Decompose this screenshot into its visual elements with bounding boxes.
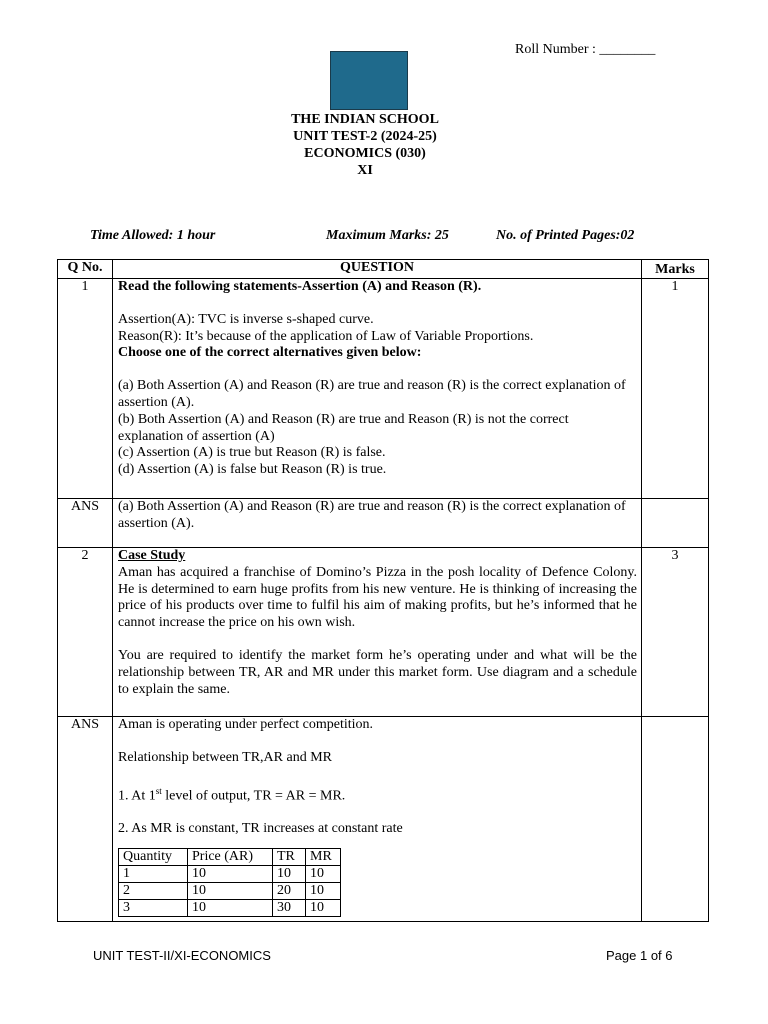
- schedule-header: Price (AR): [188, 848, 273, 865]
- question-title: Read the following statements-Assertion (A) and Reason (R).: [118, 279, 482, 294]
- time-allowed: Time Allowed: 1 hour: [90, 228, 216, 243]
- answer-label: ANS: [58, 717, 113, 922]
- schedule-header: Quantity: [119, 848, 188, 865]
- option-b: (b) Both Assertion (A) and Reason (R) are true and Reason (R) is not the correct explanation of assertion (A): [118, 411, 569, 444]
- option-d: (d) Assertion (A) is false but Reason (R) is true.: [118, 462, 387, 478]
- schedule-row: [119, 865, 341, 882]
- case-study-paragraph-2: You are required to identify the market form he’s operating under and what will be the relationship between TR, AR and MR under this market form. Use diagram and a schedule to explain the same.: [118, 647, 637, 697]
- page-number: Page 1 of 6: [606, 948, 673, 963]
- answer-marks: [642, 717, 709, 922]
- table-header-row: [58, 260, 709, 279]
- schedule-cell: 3: [119, 899, 188, 916]
- answer-line-1: Aman is operating under perfect competition.: [118, 717, 374, 732]
- answer-line-3: 1. At 1st level of output, TR = AR = MR.: [118, 785, 346, 804]
- schedule-header-row: [119, 848, 341, 865]
- col-marks-header: Marks: [642, 260, 709, 279]
- answer-cell: [113, 717, 642, 922]
- printed-pages: No. of Printed Pages:02: [496, 228, 635, 243]
- col-qno-header: Q No.: [58, 260, 113, 279]
- reason-text: Reason(R): It’s because of the application of Law of Variable Proportions.: [118, 328, 534, 344]
- footer-title: UNIT TEST-II/XI-ECONOMICS: [93, 948, 271, 963]
- table-row: [58, 279, 709, 499]
- option-c: (c) Assertion (A) is true but Reason (R) is false.: [118, 445, 386, 461]
- answer-cell: [113, 499, 642, 548]
- choose-instruction: Choose one of the correct alternatives given below:: [118, 345, 422, 361]
- schedule-cell: 10: [188, 865, 273, 882]
- subject-name: ECONOMICS (030): [304, 146, 426, 161]
- col-question-header: QUESTION: [113, 260, 642, 279]
- test-name: UNIT TEST-2 (2024-25): [293, 129, 437, 144]
- schedule-cell: 10: [306, 865, 341, 882]
- exam-heading: [0, 111, 730, 179]
- schedule-cell: 2: [119, 882, 188, 899]
- roll-number-label: Roll Number : ________: [515, 42, 656, 57]
- answer-marks: [642, 499, 709, 548]
- maximum-marks: Maximum Marks: 25: [326, 228, 449, 243]
- schedule-row: [119, 899, 341, 916]
- class-name: XI: [357, 163, 373, 178]
- question-cell: [113, 279, 642, 499]
- schedule-table: [118, 848, 341, 917]
- question-number: 2: [58, 548, 113, 717]
- school-name: THE INDIAN SCHOOL: [291, 112, 439, 127]
- schedule-cell: 30: [273, 899, 306, 916]
- schedule-header: MR: [306, 848, 341, 865]
- answer-text: (a) Both Assertion (A) and Reason (R) are true and reason (R) is the correct explanation of assertion (A).: [118, 499, 626, 531]
- schedule-header: TR: [273, 848, 306, 865]
- answer-line-2: Relationship between TR,AR and MR: [118, 749, 332, 765]
- case-study-title: Case Study: [118, 548, 186, 563]
- table-row: [58, 499, 709, 548]
- schedule-row: [119, 882, 341, 899]
- schedule-cell: 20: [273, 882, 306, 899]
- question-marks: 3: [642, 548, 709, 717]
- schedule-cell: 10: [306, 882, 341, 899]
- answer-line-4: 2. As MR is constant, TR increases at constant rate: [118, 821, 403, 837]
- question-number: 1: [58, 279, 113, 499]
- question-cell: [113, 548, 642, 717]
- schedule-cell: 10: [306, 899, 341, 916]
- option-a: (a) Both Assertion (A) and Reason (R) are true and reason (R) is the correct explanation of assertion (A).: [118, 378, 626, 410]
- question-marks: 1: [642, 279, 709, 499]
- schedule-cell: 10: [188, 882, 273, 899]
- table-row: [58, 717, 709, 922]
- school-logo: [330, 51, 408, 110]
- answer-label: ANS: [58, 499, 113, 548]
- case-study-paragraph-1: Aman has acquired a franchise of Domino’s Pizza in the posh locality of Defence Colony. He is determined to earn huge profits from his new venture. He is thinking of increasing the price of his products over time to fulfil his aim of making profits, but he’s informed that he cannot increase the price on his own wish.: [118, 564, 637, 631]
- schedule-cell: 1: [119, 865, 188, 882]
- schedule-cell: 10: [188, 899, 273, 916]
- table-row: [58, 548, 709, 717]
- assertion-text: Assertion(A): TVC is inverse s-shaped curve.: [118, 311, 374, 327]
- schedule-cell: 10: [273, 865, 306, 882]
- question-table: [57, 259, 709, 922]
